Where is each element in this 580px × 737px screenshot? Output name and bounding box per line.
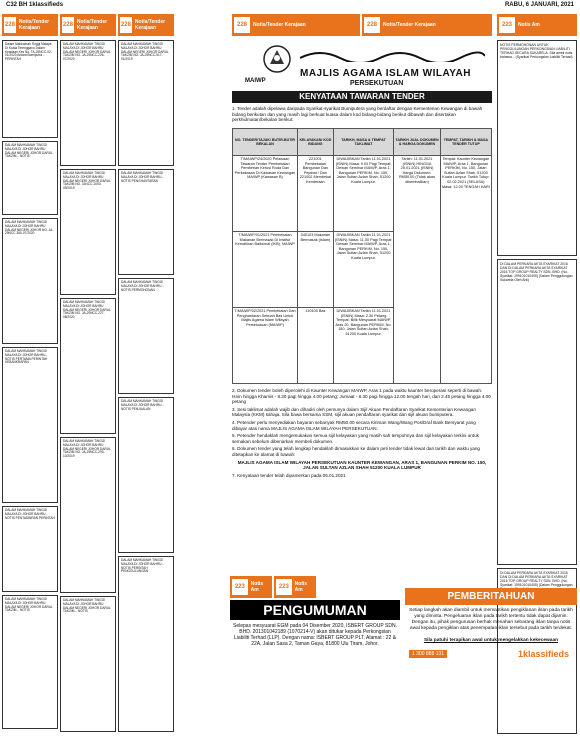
table-header: TARIKH, MASA & TEMPAT TAKLIMAT	[333, 129, 394, 156]
notice-column-3	[118, 40, 174, 735]
section-band-2	[60, 14, 116, 36]
notice-box: DALAM MAHKAMAH TINGGI MALAYA DI JOHOR BAHRU DALAM NEGERI JOHOR DARUL TAKZIM NO. JA-29NCC-517-01/2019	[118, 40, 174, 166]
note-item: 4. Petender perlu menyediakan bayaran sebanyak RM50.00 secara Kiriman Wang/Wang Pos/Draf Bank Bersyarat yang dibayar atas nama MAJLIS AGAMA ISLAM WILAYAH PERSEKUTUAN.	[232, 419, 476, 431]
band-number: 228	[62, 17, 74, 33]
notice-box: DI DALAM PERKARA AKTA SYARIKAT 2016 DAN DI DALAM PERKARA AKTA SYARIKAT 2016 TOP GROUP REALTY SDN. BHD. (No. Syarikat: 199101010405) (Dalam Penggulungan	[497, 568, 577, 734]
band-label: Notis Am	[518, 22, 540, 28]
section-band-notis-am-2	[274, 576, 316, 598]
band-label: Notis/Tender Kerajaan	[253, 22, 306, 28]
section-band-notis-am-1	[230, 576, 272, 598]
table-cell: T/MAIWP/24/2020 Pelawaan Tawaran Tender Pembekalan Pemberian Kerusi Roda Dan Perkakasan Di Kawasan Kewangan MAIWP (Kawasan B)	[233, 156, 298, 232]
table-header: KELAYAKAN/ KOD BIDANG	[298, 129, 334, 156]
tender-banner: KENYATAAN TAWARAN TENDER	[232, 91, 492, 103]
section-band-5	[362, 14, 492, 36]
band-number: 223	[499, 17, 515, 33]
note-item: 6. Dokumen tender yang telah lengkap hendaklah dimasukkan ke dalam peti tender tidak lewat dari tarikh dan waktu yang ditetapkan ke alamat di bawah:	[232, 446, 480, 457]
band-label: Notis Am	[294, 581, 308, 593]
pemberitahuan-text: Setiap langkah akan diambil untuk memastikan pengiklanan iklan pada tarikh yang diminta. Pengeluaran iklan pada tarikh tertentu tidak dapat dijamin. Dengan itu, pihak pengurusan berhak menahan sebarang iklan tanpa notis awal kepada pengiklan atas penempatan iklan tersebut pada tarikh terdekat.	[409, 608, 573, 631]
table-header-row	[233, 129, 492, 156]
note-item: 3. Sesi taklimat adalah wajib dan dihadiri oleh pemunya dalam Sijil Akuan Pendaftaran Syarikat Kementerian Kewangan Malaysia (KKM) sahaja. Sila bawa bersama SSM, sijil akuan pendaftaran syarikat dan sijil akuan bumiputera.	[232, 406, 476, 418]
maiwp-logo-icon	[262, 44, 292, 74]
section-band-1	[2, 14, 58, 36]
table-header: TARIKH JUAL DOKUMEN & HARGA DOKUMEN	[394, 129, 440, 156]
notice-box: DALAM MAHKAMAH TINGGI MALAYA DI JOHOR BAHRU... NOTIS PERMOHONAN	[118, 278, 174, 394]
table-cell: T/MAIWP/01/2021 Pembekalan Makanan Bermasak Di Institut Kemahiran Baitulmal (IKB), MAIWP	[233, 232, 298, 308]
section-band-4	[232, 14, 360, 36]
band-label: Notis/Tender Kerajaan	[383, 22, 436, 28]
tender-intro: 1. Tender adalah dipelawa daripada Syarikat-syarikat Bumiputera yang berdaftar dengan Kementerian Kewangan di bawah bidang berikutan dan yang masih lagi berkuat kuasa dalam kod bidang-bidang berikut dibawah dan disertakan perkhidmatan/bekalan berikut:	[232, 106, 483, 123]
band-label: Notis/Tender Kerajaan	[76, 19, 108, 31]
pengumuman-ad	[230, 600, 400, 650]
page-header	[0, 0, 580, 12]
notice-box: DALAM MAHKAMAH TINGGI MALAYA DI JOHOR BAHRU DALAM NEGERI JOHOR DARUL TAKZIM NO. JA-29NCC-227-08/2020	[60, 298, 116, 434]
band-number: 223	[232, 579, 248, 595]
notice-box: DALAM MAHKAMAH TINGGI MALAYA DI JOHOR BAHRU DALAM NEGERI JOHOR DARUL TAKZIM... NOTIS	[60, 596, 116, 732]
pengumuman-text: Selepas mesyuarat EGM pada 04 Disember 2020, ISBERT GROUP SDN. BHD. 201301042189 (1070214-V) akan ditukar kepada Perkongsian Liabiliti Terhad (LLP). Dengan nama: ISBERT GROUP PLT. Alamat : 22 & 22A, Jalan Sasa 2, Taman Gaya, 81800 Ulu Tiram, Johor.	[233, 623, 397, 647]
table-row	[233, 156, 492, 232]
notice-box: DI DALAM PERKARA AKTA SYARIKAT 2016 DAN DI DALAM PERKARA AKTA SYARIKAT 2016 TOP GROUP REALTY SDN. BHD. (No. Syarikat: 199101010405) (Dalam Penggulungan Sukarela Oleh Ahli)	[497, 259, 577, 565]
notice-box: DALAM MAHKAMAH TINGGI MALAYA DI JOHOR BAHRU DALAM NEGERI JOHOR DARUL TAKZIM NO. 31NCC-1000-09/2019	[60, 169, 116, 295]
tender-notes	[232, 388, 492, 480]
maiwp-title: MAJLIS AGAMA ISLAM WILAYAH	[300, 68, 471, 79]
band-number: 228	[364, 17, 380, 33]
notice-box: DALAM MAHKAMAH TINGGI MALAYA DI JOHOR BAHRU... NOTIS PENGHANTARAN	[118, 169, 174, 275]
page-header-date: RABU, 6 JANUARI, 2021	[504, 2, 574, 8]
notice-box: Dalam Mahkamah Tinggi Malaya Di Kuala Terengganu Dalam Keadaan Kes No. TA-29NCC-02-01/2020 Antara Bumiputra... PERINTAH	[2, 40, 58, 138]
table-cell: DIWAJIBKAN Tarikh 11.01.2021 (ISNIN) Masa: 9.00 Pagi Tempat: Dewan Seminar MAIWP, Aras 1, Bangunan PERKIM, No. 150, Jalan Sultan Azlan Shah, 51200 Kuala Lumpur.	[333, 156, 394, 232]
section-band-6	[497, 14, 577, 36]
band-number: 228	[4, 17, 16, 33]
notice-box: DALAM MAHKAMAH TINGGI MALAYA DI JOHOR BAHRU DALAM NEGERI JOHOR DARUL TAKZIM NO. JA-29NCC-293-10/2019	[60, 437, 116, 593]
note-item: 7. Kenyataan tender telah dipamerkan pada 06.01.2021	[232, 472, 346, 478]
notice-box: NOTIS PERMOHONAN UNTUK PENGGULUNGAN PERKONGSIAN LIABILITI TERHAD SECARA SUKARELA. Sila ambil notis bahawa... (Syarikat Perkongsian Liabiliti Terhad)	[497, 40, 577, 256]
table-cell: Tempat: Kaunter Kewangan MAIWP, Aras 1, Bangunan PERKIM, No. 150, Jalan Sultan Azlan Shah, 51200 Kuala Lumpur. Tarikh Tutup: 02.02.2021 (SELASA) Masa: 12.00 TENGAH HARI	[440, 156, 491, 384]
notice-column-1	[2, 40, 58, 732]
table-cell: 040103 Makanan Bermasak (Islam)	[298, 232, 334, 308]
table-header: NO. TENDER/TAJUK/ BUTIR-BUTIR BEKALAN	[233, 129, 298, 156]
table-cell: T/MAIWP/02/2021 Pembekalan Dan Penghantaran Sebuah Bas Untuk Majlis Agama Islam Wilayah Persekutuan (MAIWP)	[233, 308, 298, 384]
section-band-3	[118, 14, 174, 36]
page-header-left: C32 BH 1klassifieds	[6, 2, 64, 8]
note-item-address: MAJLIS AGAMA ISLAM WILAYAH PERSEKUTUAN KAUNTER KEWANGAN, ARAS 1, BANGUNAN PERKIM NO. 150, JALAN SULTAN AZLAN SHAH 51200 KUALA LUMPUR	[237, 459, 487, 471]
table-cell: Tarikh: 11.01.2021 (ISNIN) HINGGA 25.01.2021 (ISNIN) Harga Dokumen: RM50.00 (Tidak akan dikembalikan)	[394, 156, 440, 384]
notice-box: DALAM MAHKAMAH TINGGI MALAYA DI JOHOR BAHRU DALAM NEGERI JOHOR DARUL TAKZIM NO. JA-29NCC-226-07/2020	[60, 40, 116, 166]
band-number: 228	[120, 17, 132, 33]
phone-number: 1 300 888 131	[409, 650, 447, 658]
pemberitahuan-link[interactable]: Sila patuhi terapikan awal untuk mengelakkan kekecewaan	[423, 638, 559, 643]
pemberitahuan-ad	[405, 588, 577, 661]
notice-box: DALAM MAHKAMAH TINGGI MALAYA DI JOHOR BAHRU... NOTIS PERINTAH PENGGULUNGAN	[118, 556, 174, 732]
notice-box: DALAM MAHKAMAH TINGGI MALAYA DI JOHOR BAHRU DALAM NEGERI JOHOR NO. JA-29NCC-360-07/2020	[2, 218, 58, 344]
table-cell: 110105 Bas	[298, 308, 334, 384]
notice-box: DALAM MAHKAMAH TINGGI MALAYA DI JOHOR BAHRU DALAM NEGERI JOHOR DARUL TAKZIM... NOTIS	[2, 595, 58, 729]
note-item: 5. Petender hendaklah mengemukakan semua sijil kelayakan yang masih sah tempohnya dan sijil kelayakan terkini untuk semakan sebelum dibenarkan membeli dokumen.	[232, 433, 479, 444]
note-item: 2. Dokumen tender boleh diperolehi di Kaunter Kewangan MAIWP, Aras 1 pada waktu kaunter beroperasi seperti di bawah: Isnin hingga Khamis - 8.30 pagi hingga 4.00 petang; Jumaat - 8.30 pagi hingga 12.00 tengah hari, dan 2.45 petang hingga 4.00 petang	[232, 388, 491, 405]
table-cell: DIWAJIBKAN Tarikh 11.01.2021 (ISNIN) Masa: 2.30 Petang Tempat: Bilik Mesyuarat MAIWP, Aras 20, Bangunan PERKIM, No. 150, Jalan Sultan Azlan Shah, 51200 Kuala Lumpur.	[333, 308, 394, 384]
table-header: TEMPAT, TARIKH & MASA TENDER TUTUP	[440, 129, 491, 156]
maiwp-logo-text: MAIWP	[245, 78, 266, 84]
band-number: 223	[276, 579, 292, 595]
pengumuman-title: PENGUMUMAN	[230, 600, 400, 620]
notice-box: DALAM MAHKAMAH TINGGI MALAYA DI JOHOR BAHRU... NOTIS PENTADBIRAN PERINTAH	[2, 506, 58, 592]
pemberitahuan-title: PEMBERITAHUAN	[405, 588, 577, 605]
notice-box: DALAM MAHKAMAH TINGGI MALAYA DI JOHOR BAHRU... NOTIS PENJUALAN	[118, 397, 174, 553]
band-label: Notis Am	[250, 581, 264, 593]
notice-column-2	[60, 40, 116, 735]
band-label: Notis/Tender Kerajaan	[134, 19, 166, 31]
maiwp-subtitle: PERSEKUTUAN	[350, 80, 404, 87]
table-cell: 221001 Pembekalan Bangunan Dan Pejabat / Dan 221002 Membekal Kenderaan	[298, 156, 334, 232]
arabic-script-icon	[300, 48, 485, 62]
band-number: 228	[234, 17, 250, 33]
notice-box: DALAM MAHKAMAH TINGGI MALAYA DI JOHOR BAHRU DALAM NEGERI JOHOR DARUL TAKZIM... NOTIS	[2, 141, 58, 215]
brand-logo: 1klassifieds	[517, 649, 569, 659]
tender-table	[232, 128, 492, 384]
notice-box: DALAM MAHKAMAH TINGGI MALAYA DI JOHOR BAHRU... NOTIS PERTAMA PERINTAH KEBANKRAPAN	[2, 347, 58, 503]
band-label: Notis/Tender Kerajaan	[18, 19, 50, 31]
table-cell: DIWAJIBKAN Tarikh 11.01.2021 (ISNIN) Masa: 11.00 Pagi Tempat: Dewan Seminar MAIWP, Aras 1, Bangunan PERKIM, No. 150, Jalan Sultan Azlan Shah, 51200 Kuala Lumpur.	[333, 232, 394, 308]
